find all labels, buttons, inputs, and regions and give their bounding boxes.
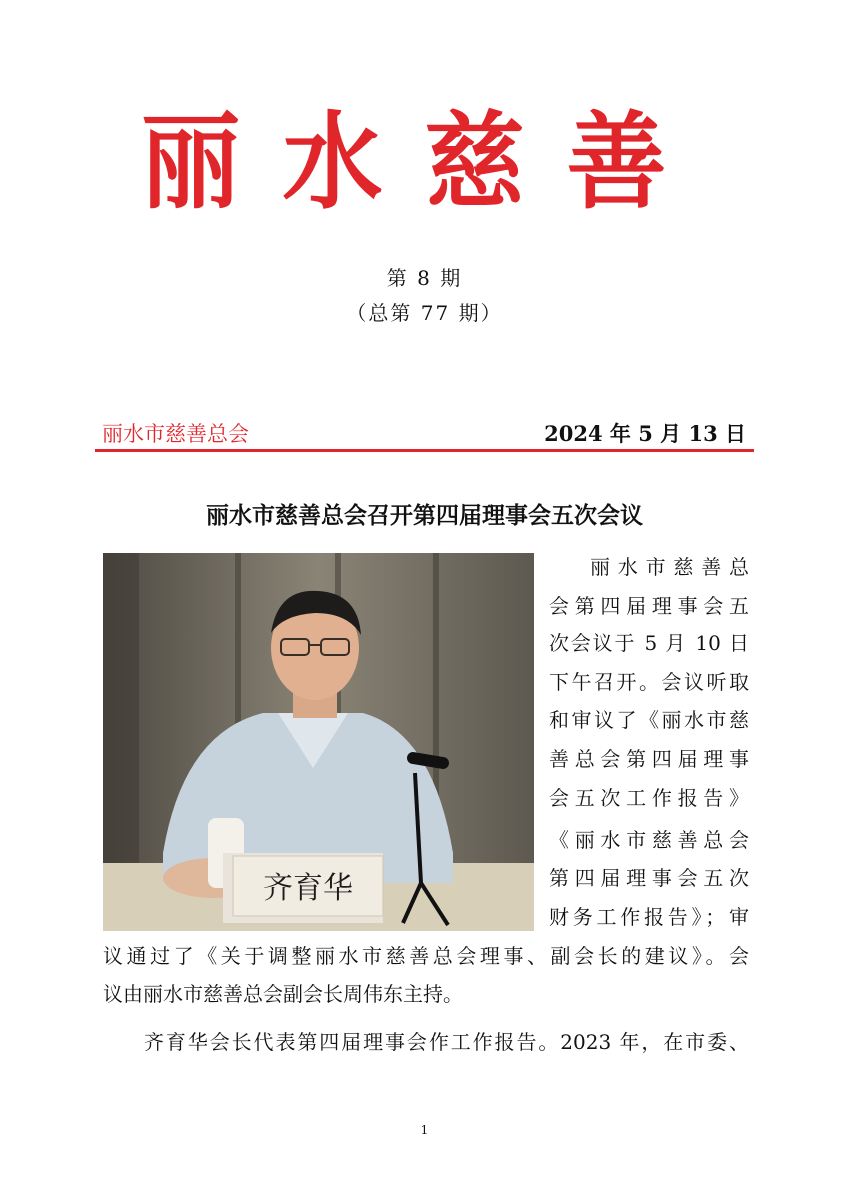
wrap-line: 次会议于 5 月 10 日 bbox=[549, 631, 749, 655]
publish-date: 2024 年 5 月 13 日 bbox=[544, 421, 746, 446]
publisher-name: 丽水市慈善总会 bbox=[102, 422, 249, 446]
full-line: 议通过了《关于调整丽水市慈善总会理事、副会长的建议》。会 bbox=[103, 944, 749, 968]
wrap-line: 财务工作报告》；审 bbox=[549, 905, 749, 929]
wrap-line: 《丽水市慈善总会 bbox=[549, 828, 749, 852]
masthead-title: 丽水慈善 bbox=[140, 100, 709, 224]
page-number: 1 bbox=[420, 1123, 429, 1137]
wrap-line: 下午召开。会议听取 bbox=[549, 670, 749, 694]
wrap-line: 丽水市慈善总 bbox=[590, 555, 749, 579]
full-line: 议由丽水市慈善总会副会长周伟东主持。 bbox=[103, 982, 463, 1006]
issue-total: （总第 77 期） bbox=[346, 301, 503, 325]
article-headline: 丽水市慈善总会召开第四届理事会五次会议 bbox=[206, 502, 643, 529]
issue-number: 第 8 期 bbox=[386, 266, 463, 290]
photo-nameplate: 齐育华 bbox=[263, 871, 353, 906]
wrap-line: 第四届理事会五次 bbox=[549, 866, 749, 890]
wrap-line: 会第四届理事会五 bbox=[549, 594, 749, 618]
full-line: 齐育华会长代表第四届理事会作工作报告。2023 年，在市委、 bbox=[144, 1030, 749, 1054]
wrap-line: 善总会第四届理事 bbox=[549, 747, 749, 771]
wrap-line: 会五次工作报告》 bbox=[549, 786, 749, 810]
wrap-line: 和审议了《丽水市慈 bbox=[549, 708, 749, 732]
